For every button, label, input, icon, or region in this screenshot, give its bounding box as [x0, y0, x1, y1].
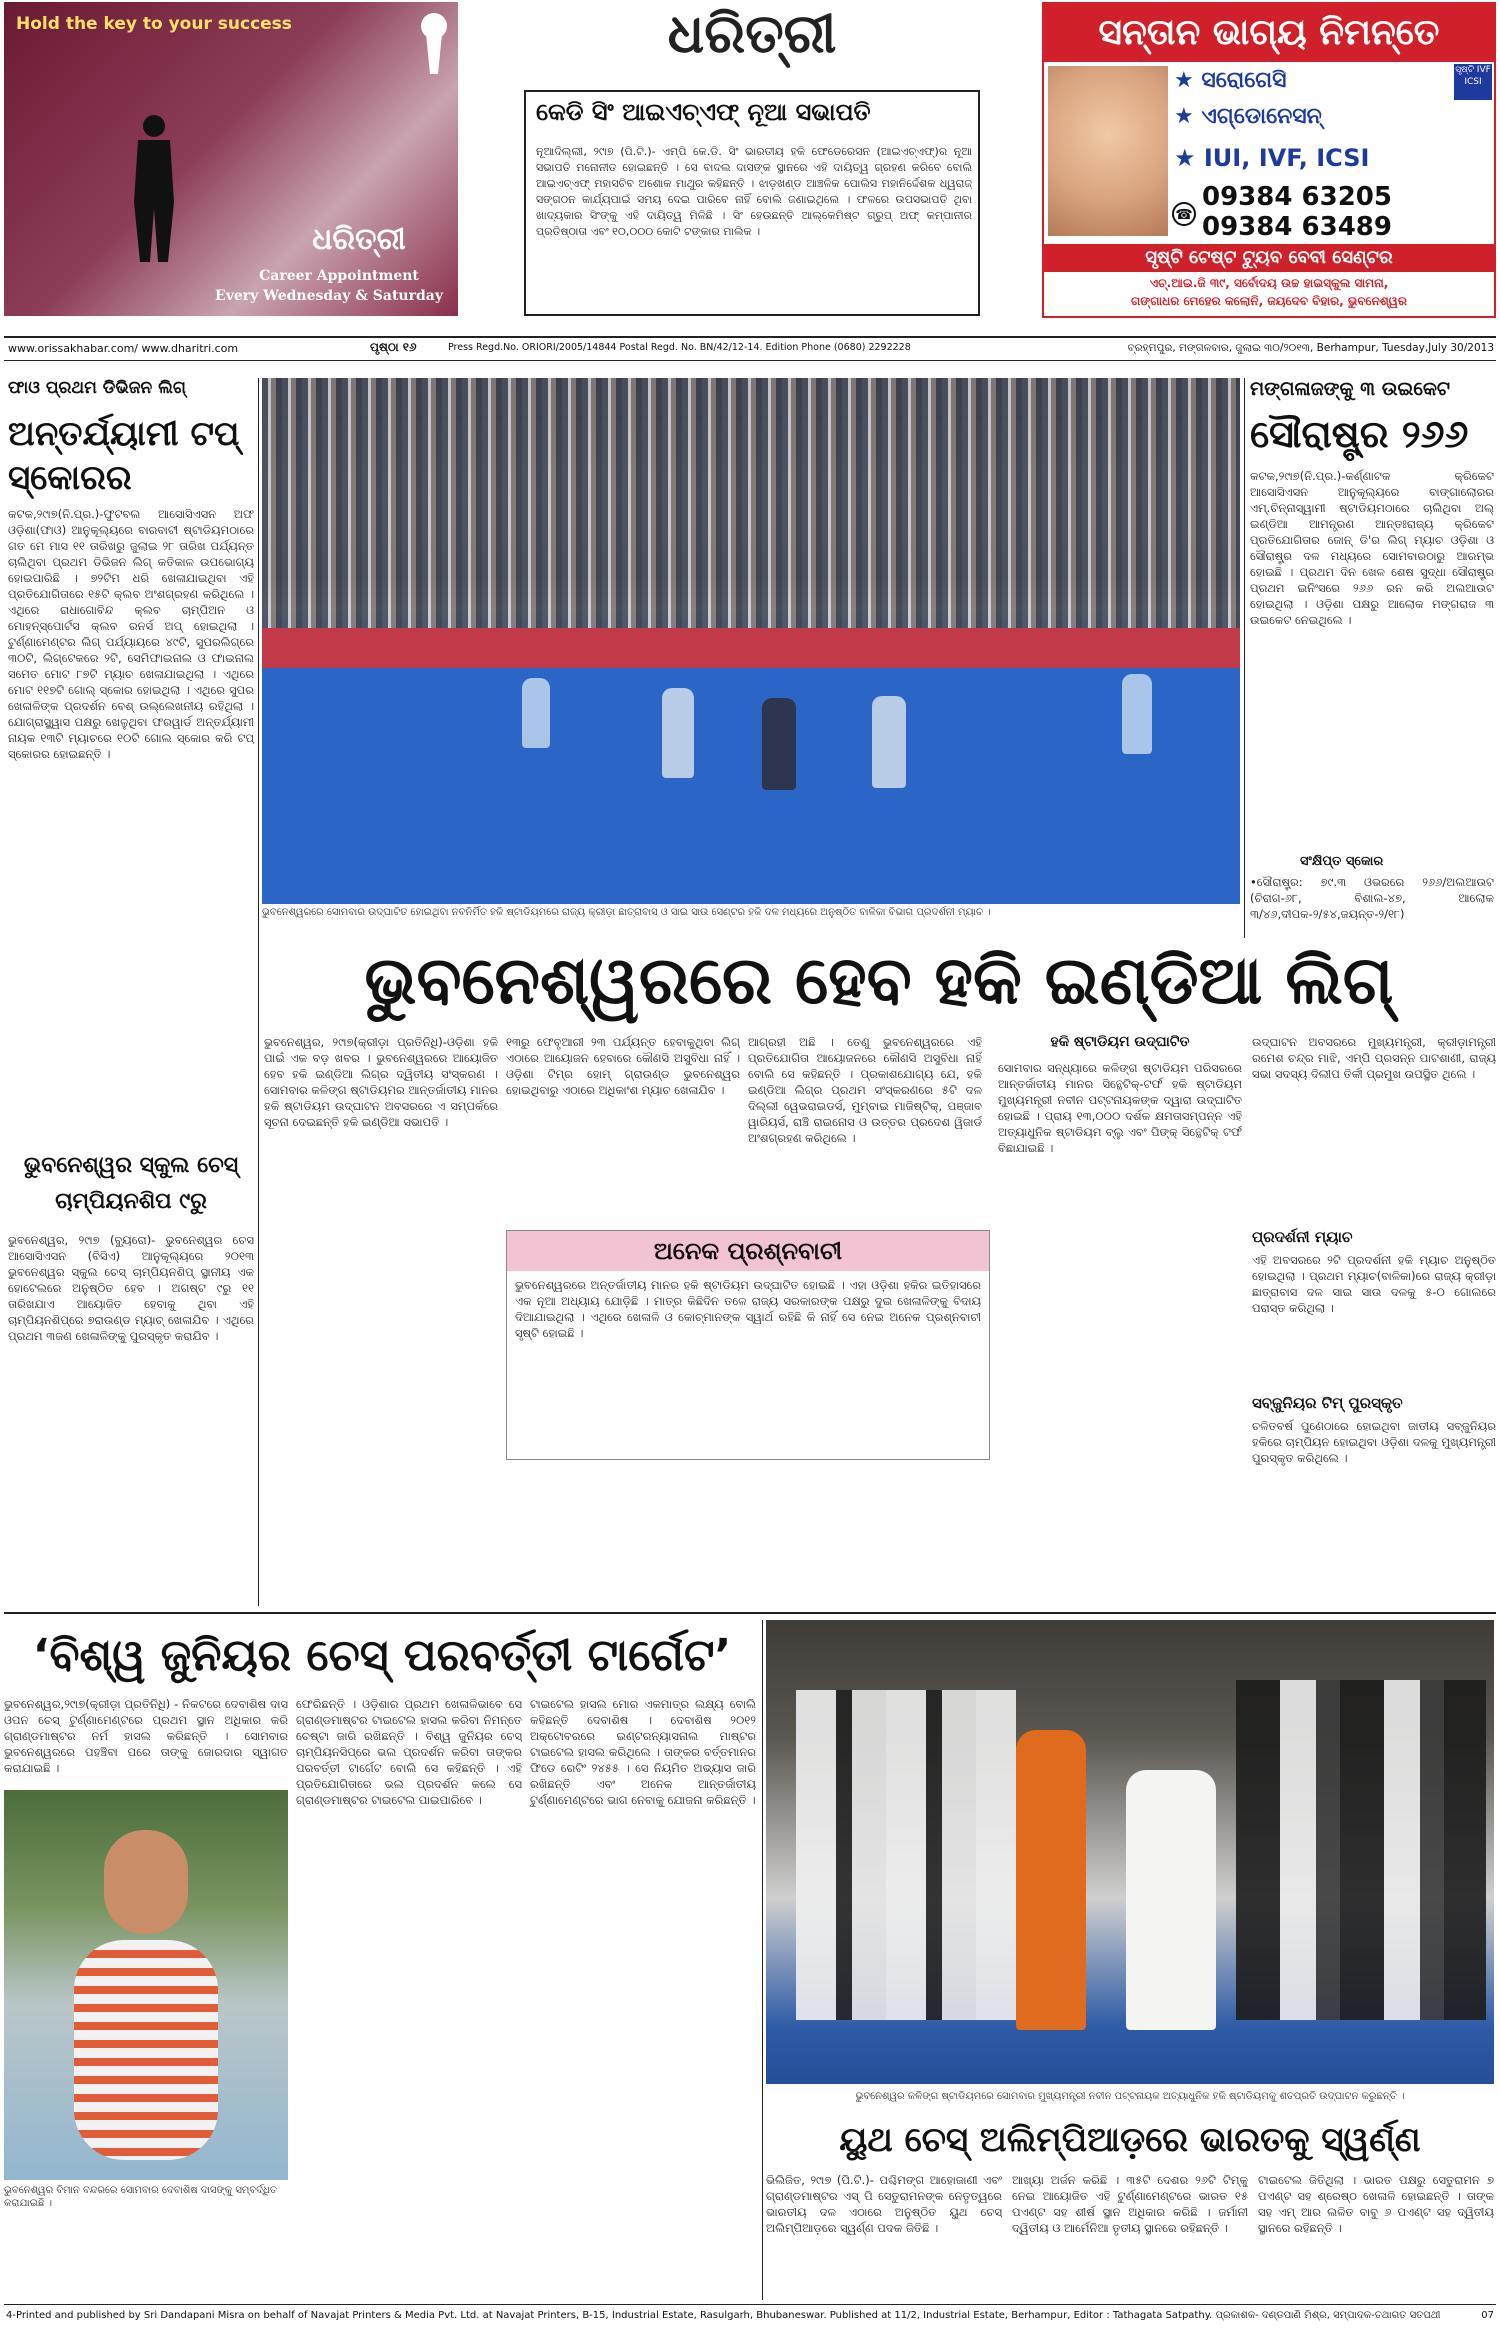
questions-box-body: ଭୁବନେଶ୍ୱରରେ ଅନ୍ତର୍ଜାତୀୟ ମାନର ହକି ଷ୍ଟାଡିୟମ ଉଦ୍‌ଘାଟିତ ହୋଇଛି । ଏହା ଓଡ଼ିଶା ହକିର ଇତିହାସରେ ଏକ ନୂଆ ଅଧ୍ୟାୟ ଯୋଡ଼ିଛି । ମାତ୍ର କିଛିଦିନ ତଳେ ରାଜ୍ୟ ସରକାରଙ୍କ ପକ୍ଷରୁ ଦୁଇ ଖେଳାଳିଙ୍କୁ ବିଦାୟ ଦିଆଯାଇଥିଲା । ଏଥିରେ ଖେଳାଳି ଓ କୋଚ୍‌ମାନଙ୍କ ସ୍ୱାର୍ଥ ରହିଛି କି ନାହିଁ ସେ ନେଇ ଅନେକ ପ୍ରଶ୍ନବାଚୀ ସୃଷ୍ଟି ହୋଇଛି ।	[515, 1278, 981, 1340]
footer-rule	[4, 2304, 1496, 2305]
ivf-ad-badge: ସୃଷ୍ଟି IVF ICSI	[1454, 64, 1492, 100]
right-col-rule	[1244, 378, 1245, 938]
career-ad-line1: Career Appointment	[259, 268, 419, 284]
hockey-turf	[262, 668, 1240, 904]
folio-rule-bottom	[4, 360, 1496, 361]
right-headline: ସୌରାଷ୍ଟ୍ର ୨୬୬	[1250, 412, 1469, 456]
masthead-panel	[522, 2, 982, 320]
main-col5: ଉଦ୍‌ଘାଟନ ଅବସରରେ ମୁଖ୍ୟମନ୍ତ୍ରୀ, କ୍ରୀଡ଼ାମନ୍ତ୍ରୀ ରମେଶ ଚନ୍ଦ୍ର ମାଝି, ଏମ୍‌ପି ପ୍ରସନ୍ନ ପାଟଶାଣୀ, ରାଜ୍ୟ ସଭା ସଦସ୍ୟ ଦିଲୀପ ତିର୍କୀ ପ୍ରମୁଖ ଉପସ୍ଥିତ ଥିଲେ ।	[1252, 1035, 1496, 1081]
main-col3: ଆଗ୍ରହୀ ଅଛି । ତେଣୁ ଭୁବନେଶ୍ୱରରେ ଏହି ପ୍ରତିଯୋଗିତା ଆୟୋଜନରେ କୌଣସି ଅସୁବିଧା ନାହିଁ ବୋଲି ସେ କହିଛନ୍ତି । ପ୍ରକାଶଯୋଗ୍ୟ ଯେ, ହକି ଇଣ୍ଡିଆ ଲିଗ୍‌ର ପ୍ରଥମ ସଂସ୍କରଣରେ ୫ଟି ଦଳ ଦିଲ୍ଲୀ ୱେଭରାଇଡର୍ସ, ମୁମ୍ବାଇ ମାଜିଷ୍ଟିକ୍, ପଞ୍ଜାବ ୱାରିୟର୍ସ, ରାଞ୍ଚି ରାଇନୋସ ଓ ଉତ୍ତର ପ୍ରଦେଶ ୱିଜାର୍ଡ ଅଂଶଗ୍ରହଣ କରିଥିଲେ ।	[748, 1035, 982, 1145]
folio-date: ବ୍ରହ୍ମପୁର, ମଙ୍ଗଳବାର, ଜୁଲାଇ ୩୦/୨୦୧୩, Berhampur, Tuesday,July 30/2013	[1127, 342, 1494, 354]
player-garland	[74, 1940, 218, 2160]
ivf-ad-title: ସନ୍ତାନ ଭାଗ୍ୟ ନିମନ୍ତେ	[1044, 4, 1494, 62]
ivf-ad	[1042, 2, 1496, 318]
ivf-ad-line2: ★ ଏଗ୍‌ଡୋନେସନ୍	[1174, 104, 1322, 129]
youth-col3: ଟାଇଟେଲ ଜିତିଥିଲା । ଭାରତ ପକ୍ଷରୁ ସେତୁରାମନ ୭ ପଏଣ୍ଟ ସହ ଶ୍ରେଷ୍ଠ ଖେଳାଳି ହୋଇଛନ୍ତି । ତାଙ୍କ ସହ ଏମ୍ ଆର ଲଳିତ ବାବୁ ୬ ପଏଣ୍ଟ ସହ ଦ୍ୱିତୀୟ ସ୍ଥାନରେ ରହିଛନ୍ତି ।	[1258, 2173, 1494, 2235]
folio-website: www.orissakhabar.com/ www.dharitri.com	[8, 342, 239, 355]
questions-box	[506, 1230, 990, 1460]
ivf-ad-line1: ★ ସରୋଗେସି	[1174, 68, 1287, 93]
footer-imprint: 4-Printed and published by Sri Dandapani Misra on behalf of Navajat Printers & Media Pvt. Ltd. at Navajat Printers, B-15, Industrial Estate, Rasulgarh, Bhubaneswar. Published at 11/2, Industrial Estate, Berhampur, Editor : Tathagata Satpathy. ପ୍ରକାଶକ- ଦଣ୍ଡପାଣି ମିଶ୍ର, ସମ୍ପାଦକ-ତଥାଗତ ସତପଥୀ	[6, 2310, 1441, 2321]
folio-page: ପୃଷ୍ଠା ୧୬	[370, 340, 417, 354]
left-headline: ଅନ୍ତର୍ଯ୍ୟାମୀ ଟପ୍ ସ୍କୋରର	[8, 414, 240, 498]
masthead-story-box	[524, 90, 980, 316]
chess-intro: ଭୁବନେଶ୍ୱର,୨୯ା୭(କ୍ରୀଡ଼ା ପ୍ରତିନିଧି) - ନିକଟରେ ଦେବାଶିଷ ଦାସ ଓପନ ଚେସ୍ ଟୁର୍ଣ୍ଣାମେଣ୍ଟରେ ପ୍ରଥମ ସ୍ଥାନ ଅଧିକାର କରି ଗ୍ରାଣ୍ଡମାଷ୍ଟର ନର୍ମ ହାସଲ କରିଛନ୍ତି । ସୋମବାର ଭୁବନେଶ୍ୱରରେ ପହଞ୍ଚିବା ପରେ ତାଙ୍କୁ ଜୋରଦାର ସ୍ୱାଗତ କରାଯାଇଛି ।	[4, 1697, 288, 1775]
youth-col2: ଆଖ୍ୟା ଅର୍ଜନ କରିଛି । ୩୫ଟି ଦେଶର ୨୬ଟି ଟିମ୍‌କୁ ନେଇ ଆୟୋଜିତ ଏହି ଟୁର୍ଣ୍ଣାମେଣ୍ଟରେ ଭାରତ ୧୫ ପଏଣ୍ଟ ସହ ଶୀର୍ଷ ସ୍ଥାନ ଅଧିକାର କରିଛି । ଜର୍ମାନୀ ଦ୍ୱିତୀୟ ଓ ଆର୍ମେନିଆ ତୃତୀୟ ସ୍ଥାନରେ ରହିଛନ୍ତି ।	[1012, 2173, 1248, 2235]
chess-col-rule	[762, 1620, 763, 2300]
cm-crowd-left	[796, 1690, 1016, 2020]
left-body: କଟକ,୨୯ା୭(ନି.ପ୍ର.)-ଫୁଟବଲ ଆସୋସିଏସନ ଅଫ ଓଡ଼ିଶା(ଫାଓ) ଆନୁକୂଲ୍ୟରେ ବାରବାଟୀ ଷ୍ଟାଡିୟମଠାରେ ଗତ ମେ ମାସ ୧୧ ତାରିଖରୁ ଜୁଲାଇ ୨୮ ତାରିଖ ପର୍ଯ୍ୟନ୍ତ ଚାଲିଥିବା ପ୍ରଥମ ଡିଭିଜନ ଲିଗ୍ କତିକାଳ ଉପଭୋଗ୍ୟ ହୋଇପାରିଛି । ୭୨ଟିମ ଧରି ଖେଳାଯାଇଥିବା ଏହି ପ୍ରତିଯୋଗିତାରେ ୧୫ଟି କ୍ଲବ ଅଂଶଗ୍ରହଣ କରିଥିଲେ । ଏଥିରେ ରାଧାଗୋବିନ୍ଦ କ୍ଲବ ଚାମ୍ପିଅନ ଓ ମୋହନ୍‌ସ୍ପୋର୍ଟସ କ୍ଲବ ରନର୍ସ ଅପ୍ ହୋଇଥିଲା । ଟୁର୍ଣ୍ଣାମେଣ୍ଟର ଲିଗ୍ ପର୍ଯ୍ୟାୟରେ ୪୯ଟି, ସୁପରଲିଗ୍‌ରେ ୩୦ଟି, ଲିଗ୍‌ଟେକରେ ୨ଟି, ସେମିଫାଇନାଲ ଓ ଫାଇନାଲ ସମେତ ମୋଟ ୮୭ଟି ମ୍ୟାଚ ଖେଳାଯାଇଥିଲା । ଏଥିରେ ମୋଟ ୧୧୭ଟି ଗୋଲ୍ ସ୍କୋର ହୋଇଥିଲା । ଏଥିରେ ସୁପର ଖେଳାଳିଙ୍କ ପ୍ରଦର୍ଶନ ବେଶ୍ ଉଲ୍ଲେଖନୀୟ ରହିଥିଲା । ଯୋଗ୍ରାସ୍କ୍ୱାସ ପକ୍ଷରୁ ଖେଳୁଥିବା ଫରୱାର୍ଡ ଅନ୍ତର୍ଯ୍ୟାମୀ ନାୟକ ୧୩ଟି ମ୍ୟାଚରେ ୧୦ଟି ଗୋଲ ସ୍କୋର କରି ଟପ୍ ସ୍କୋରର ହୋଇଛନ୍ତି ।	[8, 507, 254, 761]
ivf-ad-phone1: 09384 63205	[1202, 182, 1392, 212]
chess-col3: ଟାଇଟେଲ ହାସଲ ମୋର ଏକମାତ୍ର ଲକ୍ଷ୍ୟ ବୋଲି କହିଛନ୍ତି ଦେବାଶିଷ । ଦେବାଶିଷ ୨୦୧୨ ଅକ୍ଟୋବରରେ ଇଣ୍ଟରନ୍ୟାସନାଲ ମାଷ୍ଟର ଟାଇଟେଲ ହାସଲ କରିଥିଲେ । ତାଙ୍କର ବର୍ତ୍ତମାନର ଫିଡେ ରେଟିଂ ୨୪୫୫ । ସେ ନିୟମିତ ଅଭ୍ୟାସ ଜାରି ରଖିଛନ୍ତି ଏବଂ ଅନେକ ଆନ୍ତର୍ଜାତୀୟ ଟୁର୍ଣ୍ଣାମେଣ୍ଟରେ ଭାଗ ନେବାକୁ ଯୋଜନା କରିଛନ୍ତି ।	[530, 1697, 756, 1807]
stadium-crowd	[262, 378, 1240, 628]
left-kicker: ଫାଓ ପ୍ରଥମ ଡିଭିଜନ ଲିଗ୍	[8, 378, 186, 398]
player-1	[522, 678, 550, 748]
career-ad-brand: ଧରିତ୍ରୀ	[312, 222, 406, 257]
cm-crowd-right	[1236, 1680, 1486, 2020]
player-2	[662, 688, 694, 778]
ivf-ad-address2: ଗଙ୍ଗାଧର ମେହେର କଲୋନି, ଜୟଦେବ ବିହାର, ଭୁବନେଶ୍ୱର	[1131, 294, 1407, 308]
stadium-stand-stripe	[262, 628, 1240, 668]
questions-box-title: ଅନେକ ପ୍ରଶ୍ନବାଚୀ	[507, 1231, 989, 1271]
left-col-rule	[258, 378, 259, 1606]
folio-regd: Press Regd.No. ORIORI/2005/14844 Postal Regd. No. BN/42/12-14. Edition Phone (0680) 2292228	[448, 342, 911, 353]
chess-photo-caption: ଭୁବନେଶ୍ୱର ବିମାନ ବନ୍ଦରରେ ସୋମବାର ଦେବାଶିଷ ଦାସଙ୍କୁ ସମ୍ବର୍ଦ୍ଧିତ କରାଯାଇଛି ।	[4, 2185, 277, 2209]
main-col2: ୧୩ରୁ ଫେବୃଆରୀ ୨୩ ପର୍ଯ୍ୟନ୍ତ ହେବାକୁଥିବା ଲିଗ୍ ଏଠାରେ ଆୟୋଜନ ହେବାରେ କୌଣସି ଅସୁବିଧା ନାହିଁ । ଓଡ଼ିଶା ଟିମ୍‌ର ହୋମ୍ ଗ୍ରାଉଣ୍ଡ ଭୁବନେଶ୍ୱର ହୋଇଥିବାରୁ ଏଠାରେ ଅଧିକାଂଶ ମ୍ୟାଚ ଖେଳାଯିବ ।	[506, 1035, 740, 1097]
main-col4-head: ହକି ଷ୍ଟାଡିୟମ ଉଦ୍‌ଘାଟିତ	[1050, 1034, 1190, 1050]
folio-rule-top	[4, 336, 1496, 338]
player-4	[872, 696, 906, 788]
saffron-figure	[1016, 1730, 1086, 2030]
left-body2: ଭୁବନେଶ୍ୱର, ୨୯ା୭ (ବ୍ୟୁରୋ)- ଭୁବନେଶ୍ୱର ଚେସ ଆସୋସିଏସନ (ବିସିଏ) ଆନୁକୂଲ୍ୟରେ ୨୦୧୩ ଭୁବନେଶ୍ୱର ସ୍କୁଲ ଚେସ୍ ଚାମ୍ପିୟନଶିପ୍ ସ୍ଥାନୀୟ ଏକ ହୋଟେଲରେ ଅନୁଷ୍ଠିତ ହେବ । ଅଗଷ୍ଟ ୯ରୁ ୧୧ ତାରିଖଯାଏ ଆୟୋଜିତ ହେବାକୁ ଥିବା ଏହି ଚାମ୍ପିୟନଶିପ୍‌ରେ ୭ରାଉଣ୍ଡ ମ୍ୟାଚ୍ ଖେଳାଯିବ । ଏଥିରେ ପ୍ରଥମ ୩ଜଣ ଖେଳାଳିଙ୍କୁ ପୁରସ୍କୃତ କରାଯିବ ।	[8, 1233, 254, 1343]
main-col5-head1: ପ୍ରଦର୍ଶନୀ ମ୍ୟାଚ	[1252, 1228, 1353, 1246]
left-subhead: ଭୁବନେଶ୍ୱର ସ୍କୁଲ ଚେସ୍ ଚାମ୍ପିୟନଶିପ ୯ରୁ	[23, 1153, 239, 1214]
player-3	[762, 698, 796, 790]
right-kicker: ମଙ୍ଗଳାଜଙ୍କୁ ୩ ଉଇକେଟ	[1250, 378, 1451, 400]
main-col5-head2: ସବ୍‌ଜୁନିୟର ଟିମ୍ ପୁରସ୍କୃତ	[1252, 1394, 1403, 1412]
right-score: •ସୌରାଷ୍ଟ୍ର: ୭୯.୩ ଓଭରରେ ୨୬୬/ଅଲଆଉଟ (ଚିରାଗ-୬୮, ବିଶାଲ-୪୭, ଆଲୋକ ୩/୪୬,ଦୀପକ-୨/୫୪,ଜୟନ୍ତ-୨/୧୮)	[1250, 875, 1494, 921]
chess-player-photo	[4, 1790, 288, 2180]
main-col5b: ଏହି ଅବସରରେ ୨ଟି ପ୍ରଦର୍ଶନୀ ହକି ମ୍ୟାଚ ଅନୁଷ୍ଠିତ ହୋଇଥିଲା । ପ୍ରଥମ ମ୍ୟାଚ(ବାଳିକା)ରେ ରାଜ୍ୟ କ୍ରୀଡ଼ା ଛାତ୍ରାବାସ ଦଳ ସାଇ ସାଉ ଦଳକୁ ୫-୦ ଗୋଲରେ ପରାସ୍ତ କରିଥିଲା ।	[1252, 1253, 1496, 1315]
phone-icon: ☎	[1172, 202, 1196, 226]
hockey-photo	[262, 378, 1240, 904]
youth-headline: ୟୁଥ ଚେସ୍ ଅଲିମ୍ପିଆଡ଼ରେ ଭାରତକୁ ସ୍ୱର୍ଣ୍ଣ	[839, 2120, 1421, 2160]
youth-col1: ଭିଲିଜିତ, ୨୯ା୭ (ପି.ଟି.)- ପଶ୍ଚିମଙ୍ଗ ଆହୋଜାଣୀ ଏବଂ ଗ୍ରାଣ୍ଡମାଷ୍ଟର ଏସ୍ ପି ସେତୁରାମନଙ୍କ ନେତୃତ୍ୱରେ ଭାରତୀୟ ଦଳ ଏଠାରେ ଅନୁଷ୍ଠିତ ୟୁଥ ଚେସ୍ ଅଲିମ୍ପିଆଡ଼ରେ ସ୍ୱର୍ଣ୍ଣ ପଦକ ଜିତିଛି ।	[766, 2173, 1002, 2235]
chess-col2: ଫେରିଛନ୍ତି । ଓଡ଼ିଶାର ପ୍ରଥମ ଖେଳାଳିଭାବେ ସେ ଗ୍ରାଣ୍ଡମାଷ୍ଟର ଟାଇଟେଲ ହାସଲ କରିବା ନିମନ୍ତେ ଚେଷ୍ଟା ଜାରି ରଖିଛନ୍ତି । ବିଶ୍ୱ ଜୁନିୟର ଚେସ୍ ଚାମ୍ପିୟନସିପ୍‌ରେ ଭଲ ପ୍ରଦର୍ଶନ କରିବା ତାଙ୍କର ପରବର୍ତ୍ତୀ ଟାର୍ଗେଟ ବୋଲି ସେ କହିଛନ୍ତି । ଏହି ପ୍ରତିଯୋଗିତାରେ ଭଲ ପ୍ରଦର୍ଶନ କଲେ ସେ ଗ୍ରାଣ୍ଡମାଷ୍ଟର ଟାଇଟେଲ ପାଇପାରିବେ ।	[296, 1697, 522, 1807]
masthead-story-headline: କେଡି ସିଂ ଆଇଏଚ୍‌ଏଫ୍ ନୂଆ ସଭାପତି	[536, 98, 871, 126]
career-ad	[4, 2, 458, 316]
main-col1: ଭୁବନେଶ୍ୱର, ୨୯ା୭(କ୍ରୀଡ଼ା ପ୍ରତିନିଧି)-ଓଡ଼ିଶା ହକି ପାଇଁ ଏକ ବଡ଼ ଖବର । ଭୁବନେଶ୍ୱରରେ ଆୟୋଜିତ ହେବ ହକି ଇଣ୍ଡିଆ ଲିଗ୍‌ର ଦ୍ୱିତୀୟ ସଂସ୍କରଣ । ସୋମବାର କଳିଙ୍ଗ ଷ୍ଟାଡିୟମର ଆନ୍ତର୍ଜାତୀୟ ମାନର ହକି ଷ୍ଟାଡିୟମ ଉଦ୍‌ଘାଟନ ଅବସରରେ ଏ ସମ୍ପର୍କରେ ସୂଚନା ଦେଇଛନ୍ତି ହକି ଇଣ୍ଡିଆ ସଭାପତି ।	[264, 1035, 498, 1129]
footer-code: 07	[1481, 2310, 1494, 2321]
main-col5c: ଚଳିତବର୍ଷ ପୁଣେଠାରେ ହୋଇଥିବା ଜାତୀୟ ସବ୍‌ଜୁନିୟର ହକିରେ ଚାମ୍ପିୟନ ହୋଇଥିବା ଓଡ଼ିଶା ଦଳକୁ ମୁଖ୍ୟମନ୍ତ୍ରୀ ପୁରସ୍କୃତ କରିଥିଲେ ।	[1252, 1419, 1496, 1465]
cm-figure	[1126, 1770, 1216, 2030]
main-col2-cont	[506, 1470, 990, 1608]
ivf-ad-center: ସୃଷ୍ଟି ଟେଷ୍ଟ ଟ୍ୟୁବ ବେବୀ ସେଣ୍ଟର	[1044, 244, 1494, 272]
player-face	[104, 1830, 188, 1934]
player-5	[1122, 674, 1152, 754]
career-ad-tagline: Hold the key to your success	[16, 14, 292, 34]
main-headline: ଭୁବନେଶ୍ୱରରେ ହେବ ହକି ଇଣ୍ଡିଆ ଲିଗ୍	[364, 942, 1394, 1019]
ivf-ad-phone2: 09384 63489	[1202, 212, 1392, 242]
right-body: କଟକ,୨୯ା୭(ନି.ପ୍ର.)-କର୍ଣ୍ଣାଟକ କ୍ରିକେଟ ଆସୋସିଏସନ ଆନୁକୂଲ୍ୟରେ ବାଙ୍ଗାଲୋରର ଏମ୍.ଚିନ୍ନାସ୍ୱାମୀ ଷ୍ଟାଡିୟମଠାରେ ଚାଲିଥିବା ଅଲ୍ ଇଣ୍ଡିଆ ଆମନ୍ତ୍ରଣ ଆନ୍ତଃରାଜ୍ୟ କ୍ରିକେଟ ପ୍ରତିଯୋଗିତାର ଜୋନ୍ ଡି'ର ଲିଗ୍ ମ୍ୟାଚ ଓଡ଼ିଶା ଓ ସୌରାଷ୍ଟ୍ର ଦଳ ମଧ୍ୟରେ ସୋମବାରଠାରୁ ଆରମ୍ଭ ହୋଇଛି । ପ୍ରଥମ ଦିନ ଖେଳ ଶେଷ ସୁଦ୍ଧା ସୌରାଷ୍ଟ୍ର ପ୍ରଥମ ଇନିଂସରେ ୨୬୬ ରନ କରି ଅଲଆଉଟ ହୋଇଥିଲା । ଓଡ଼ିଶା ପକ୍ଷରୁ ଆଲୋକ ମଙ୍ଗରାଜ ୩ ଉଇକେଟ ନେଇଥିଲେ ।	[1250, 469, 1494, 627]
silhouette-figure	[124, 112, 184, 262]
ivf-ad-address1: ଏଚ୍.ଆଇ.ଜି ୩୯, ସର୍ବୋଦୟ ଉଚ୍ଚ ହାଇସ୍କୁଲ ସାମନା,	[1149, 276, 1389, 290]
career-ad-line2: Every Wednesday & Saturday	[215, 288, 443, 304]
main-col4: ସୋମବାର ସନ୍ଧ୍ୟାରେ କଳିଙ୍ଗ ଷ୍ଟାଡିୟମ ପରିସରରେ ଆନ୍ତର୍ଜାତୀୟ ମାନର ସିନ୍ଥେଟିକ୍-ଟର୍ଫ ହକି ଷ୍ଟାଡିୟମ ମୁଖ୍ୟମନ୍ତ୍ରୀ ନବୀନ ପଟ୍ଟନାୟକଙ୍କ ଦ୍ୱାରା ଉଦ୍‌ଘାଟିତ ହୋଇଛି । ପ୍ରାୟ ୧୩,୦୦୦ ଦର୍ଶକ କ୍ଷମତାସମ୍ପନ୍ନ ଏହି ଅତ୍ୟାଧୁନିକ ଷ୍ଟାଡିୟମ ବ୍ଲୁ ଏବଂ ପିଙ୍କ୍ ସିନ୍ଥେଟିକ୍ ଟର୍ଫ ବିଛାଯାଇଛି ।	[998, 1061, 1242, 1155]
keyhole-icon	[414, 8, 454, 76]
masthead-story-body: ନୂଆଦିଲ୍ଲୀ, ୨୯ା୭ (ପି.ଟି.)- ଏମ୍‌ପି କେ.ଡି. ସିଂ ଭାରତୀୟ ହକି ଫେଡେରେସନ (ଆଇଏଚ୍‌ଏଫ୍)ର ନୂଆ ସଭାପତି ମନୋନୀତ ହୋଇଛନ୍ତି । ସେ ବାଦଲ ଦାସଙ୍କ ସ୍ଥାନରେ ଏହି ଦାୟିତ୍ୱ ଗ୍ରହଣ କରିବେ ବୋଲି ଆଇଏଚ୍‌ଏଫ୍ ମହାସଚିବ ଅଶୋକ ମାଥୁର କହିଛନ୍ତି । ଝାଡ଼ଖଣ୍ଡ ଆଞ୍ଚଳିକ ପୋଲିସ ମହାନିର୍ଦ୍ଦେଶକ ଧ୍ୱରାଜ୍ ସଙ୍ଗଠନ କାର୍ଯ୍ୟପାଇଁ ସମୟ ଦେଇ ପାରିବେ ନାହିଁ ବୋଲି ଜଣାଇଥିଲେ । ଫଳରେ ଉପସଭାପତି ଥିବା ଖାଦ୍ୟକାର ସିଂଙ୍କୁ ଏହି ଦାୟିତ୍ୱ ମିଳିଛି । ସିଂ ହେଉଛନ୍ତି ଆଲ୍‌କେମିଷ୍ଟ ଗ୍ରୁପ୍ ଅଫ୍ କମ୍ପାନୀର ପ୍ରତିଷ୍ଠାତା ଏବଂ ୧୦,୦୦୦ କୋଟି ଟଙ୍କାର ମାଲିକ ।	[536, 145, 972, 238]
right-score-title: ସଂକ୍ଷିପ୍ତ ସ୍କୋର	[1300, 854, 1384, 869]
chess-headline: ‘ବିଶ୍ୱ ଜୁନିୟର ଚେସ୍ ପରବର୍ତ୍ତୀ ଟାର୍ଗେଟ’	[32, 1630, 732, 1681]
cm-inauguration-photo	[766, 1620, 1494, 2084]
section-rule	[4, 1612, 1496, 1614]
hockey-photo-caption: ଭୁବନେଶ୍ୱରରେ ସୋମବାର ଉଦ୍‌ଘାଟିତ ହୋଇଥିବା ନବନିର୍ମିତ ହକି ଷ୍ଟାଡିୟମରେ ରାଜ୍ୟ କ୍ରୀଡ଼ା ଛାତ୍ରାବାସ ଓ ସାଇ ସାଉ ସେଣ୍ଟର ହକି ଦଳ ମଧ୍ୟରେ ଅନୁଷ୍ଠିତ ବାଳିକା ବିଭାଗ ପ୍ରଦର୍ଶନୀ ମ୍ୟାଚ ।	[262, 907, 991, 918]
ivf-ad-line3: ★ IUI, IVF, ICSI	[1174, 144, 1370, 172]
cm-photo-caption: ଭୁବନେଶ୍ୱର କଳିଙ୍ଗ ଷ୍ଟାଡିୟମରେ ସୋମବାର ମୁଖ୍ୟମନ୍ତ୍ରୀ ନବୀନ ପଟ୍ଟନାୟକ ଅତ୍ୟାଧୁନିକ ହକି ଷ୍ଟାଡିୟମକୁ ଶତପ୍ରତି ଉଦ୍‌ଘାଟନ କରୁଛନ୍ତି ।	[855, 2091, 1405, 2102]
baby-photo	[1048, 66, 1168, 236]
masthead-logo: ଧରିତ୍ରୀ	[667, 2, 837, 65]
